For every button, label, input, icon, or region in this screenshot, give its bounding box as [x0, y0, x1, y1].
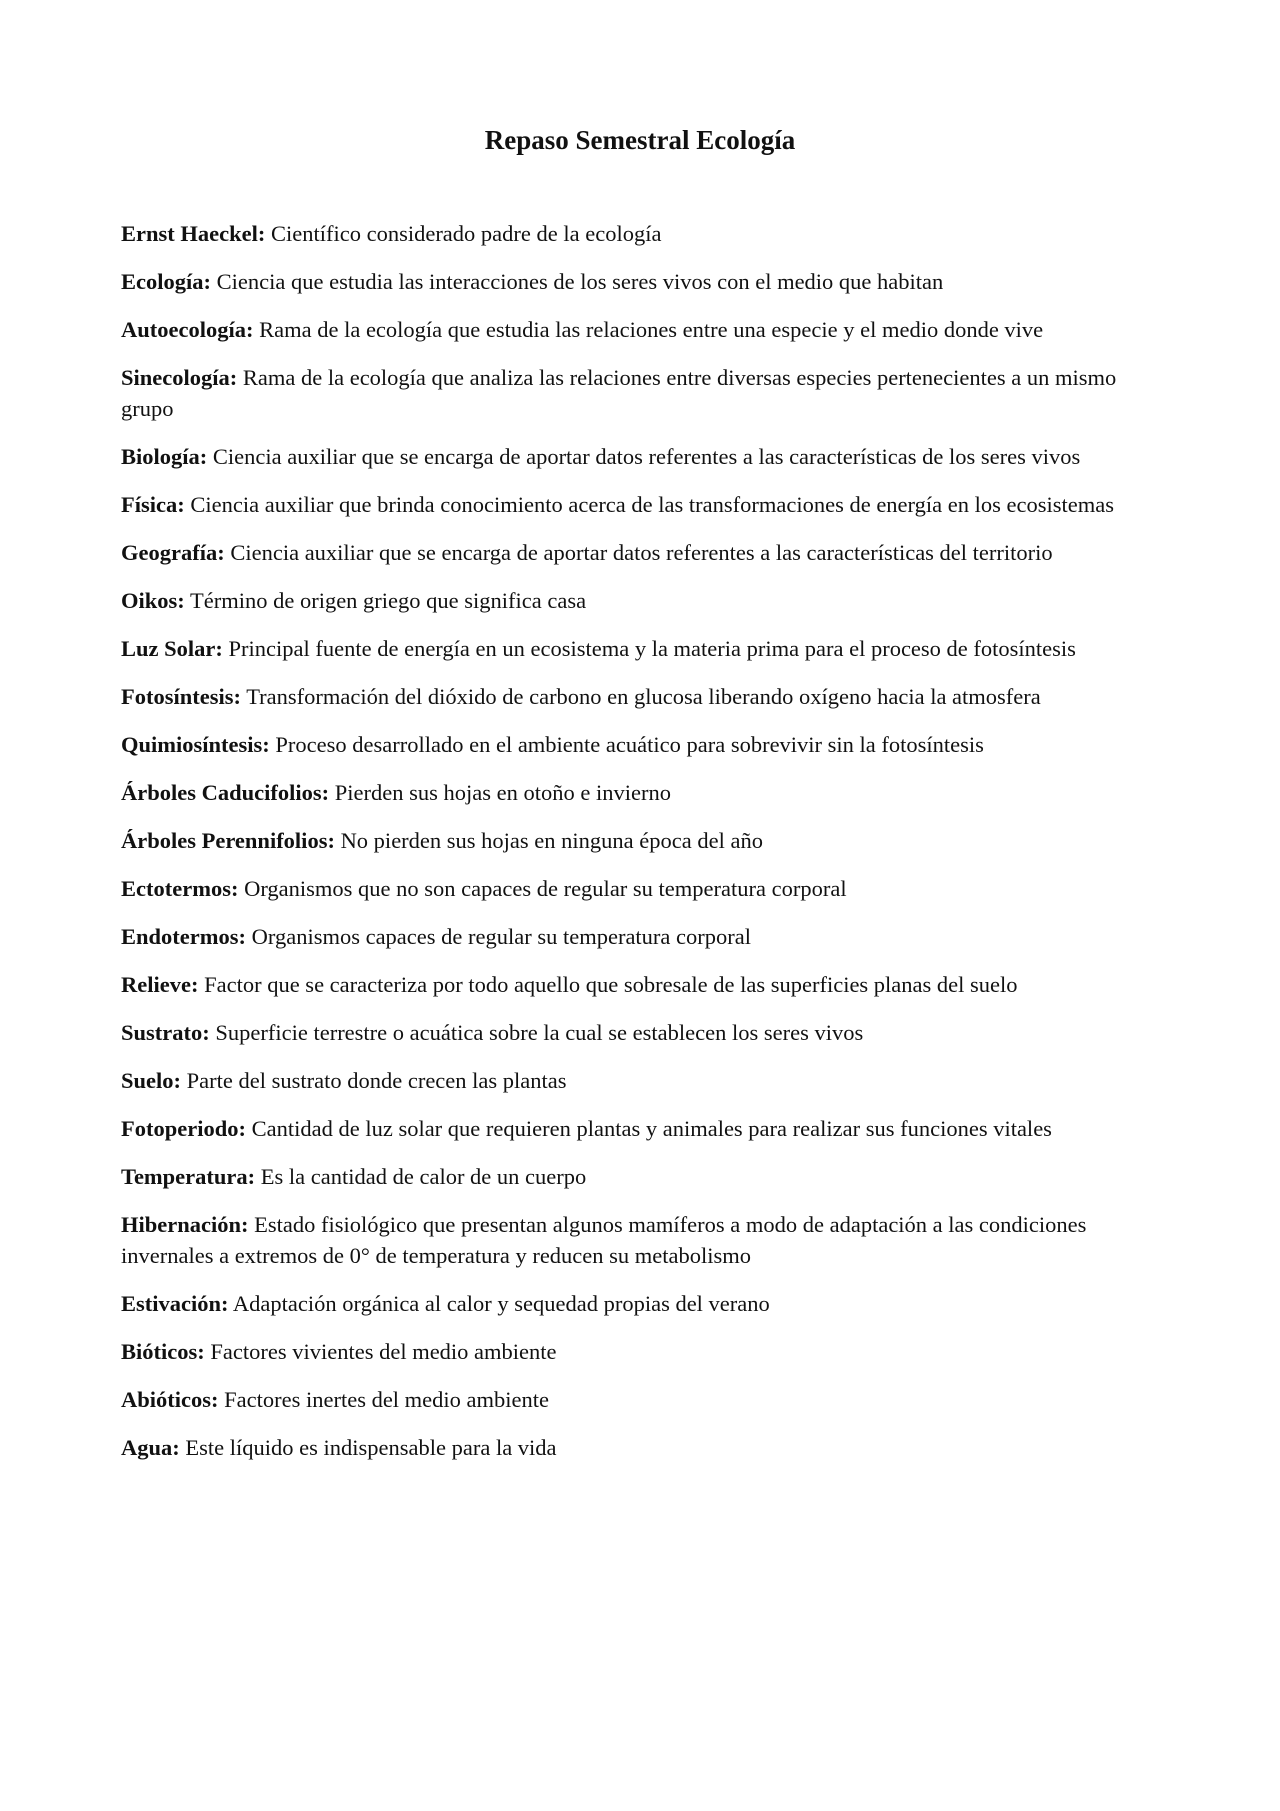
glossary-definition: Factores vivientes del medio ambiente	[210, 1339, 557, 1364]
glossary-entry	[121, 585, 1161, 616]
glossary-definition: Organismos capaces de regular su temperatura corporal	[251, 924, 751, 949]
glossary-term: Árboles Caducifolios:	[121, 780, 330, 805]
glossary-term: Oikos:	[121, 588, 185, 613]
glossary-term: Abióticos:	[121, 1387, 219, 1412]
glossary-term: Ectotermos:	[121, 876, 239, 901]
glossary-term: Fotosíntesis:	[121, 684, 241, 709]
glossary-term: Suelo:	[121, 1068, 182, 1093]
glossary-entry	[121, 441, 1161, 472]
glossary-definition: Estado fisiológico que presentan algunos mamíferos a modo de adaptación a las condiciones invernales a extremos de 0° de temperatura y reducen su metabolismo	[121, 1212, 1087, 1268]
glossary-entry	[121, 537, 1161, 568]
glossary-entry	[121, 1113, 1161, 1144]
glossary-entry	[121, 729, 1161, 760]
glossary-term: Luz Solar:	[121, 636, 223, 661]
glossary-definition: Ciencia que estudia las interacciones de los seres vivos con el medio que habitan	[216, 269, 944, 294]
glossary-definition: Es la cantidad de calor de un cuerpo	[260, 1164, 587, 1189]
glossary-entry	[121, 1161, 1161, 1192]
glossary-definition: Factores inertes del medio ambiente	[224, 1387, 550, 1412]
glossary-term: Fotoperiodo:	[121, 1116, 246, 1141]
glossary-definition: Este líquido es indispensable para la vida	[185, 1435, 557, 1460]
glossary-definition: No pierden sus hojas en ninguna época del año	[340, 828, 763, 853]
glossary-entry	[121, 1384, 1161, 1415]
glossary-entry	[121, 969, 1161, 1000]
glossary-term: Agua:	[121, 1435, 180, 1460]
glossary-definition: Parte del sustrato donde crecen las plantas	[186, 1068, 567, 1093]
glossary-entry	[121, 1336, 1161, 1367]
glossary-entry	[121, 1017, 1161, 1048]
glossary-definition: Organismos que no son capaces de regular su temperatura corporal	[244, 876, 847, 901]
glossary-entry	[121, 1432, 1161, 1463]
glossary-entry	[121, 681, 1161, 712]
glossary-entry	[121, 633, 1161, 664]
glossary-term: Ecología:	[121, 269, 211, 294]
glossary-entry	[121, 489, 1161, 520]
glossary-term: Sustrato:	[121, 1020, 210, 1045]
glossary-term: Biología:	[121, 444, 208, 469]
glossary-term: Hibernación:	[121, 1212, 249, 1237]
glossary-list	[121, 218, 1161, 1480]
glossary-definition: Cantidad de luz solar que requieren plantas y animales para realizar sus funciones vitales	[251, 1116, 1052, 1141]
glossary-definition: Factor que se caracteriza por todo aquello que sobresale de las superficies planas del suelo	[204, 972, 1018, 997]
glossary-definition: Rama de la ecología que analiza las relaciones entre diversas especies pertenecientes a un mismo grupo	[121, 365, 1117, 421]
glossary-entry	[121, 1288, 1161, 1319]
glossary-entry	[121, 362, 1161, 424]
glossary-entry	[121, 873, 1161, 904]
glossary-definition: Científico considerado padre de la ecología	[270, 221, 662, 246]
glossary-term: Física:	[121, 492, 185, 517]
glossary-definition: Ciencia auxiliar que se encarga de aportar datos referentes a las características de los seres vivos	[212, 444, 1081, 469]
glossary-entry	[121, 825, 1161, 856]
document-title: Repaso Semestral Ecología	[484, 125, 796, 155]
glossary-definition: Superficie terrestre o acuática sobre la cual se establecen los seres vivos	[215, 1020, 864, 1045]
glossary-entry	[121, 314, 1161, 345]
glossary-definition: Ciencia auxiliar que se encarga de aportar datos referentes a las características del territorio	[230, 540, 1053, 565]
glossary-term: Autoecología:	[121, 317, 254, 342]
glossary-term: Ernst Haeckel:	[121, 221, 266, 246]
glossary-definition: Pierden sus hojas en otoño e invierno	[334, 780, 671, 805]
glossary-term: Relieve:	[121, 972, 199, 997]
glossary-entry	[121, 921, 1161, 952]
glossary-entry	[121, 1065, 1161, 1096]
glossary-term: Temperatura:	[121, 1164, 256, 1189]
glossary-term: Quimiosíntesis:	[121, 732, 270, 757]
glossary-term: Sinecología:	[121, 365, 238, 390]
glossary-term: Geografía:	[121, 540, 225, 565]
glossary-definition: Proceso desarrollado en el ambiente acuático para sobrevivir sin la fotosíntesis	[275, 732, 984, 757]
glossary-entry	[121, 777, 1161, 808]
glossary-term: Árboles Perennifolios:	[121, 828, 335, 853]
glossary-definition: Principal fuente de energía en un ecosistema y la materia prima para el proceso de fotosíntesis	[228, 636, 1076, 661]
glossary-definition: Rama de la ecología que estudia las relaciones entre una especie y el medio donde vive	[259, 317, 1044, 342]
glossary-entry	[121, 1209, 1161, 1271]
glossary-definition: Término de origen griego que significa casa	[189, 588, 587, 613]
glossary-definition: Adaptación orgánica al calor y sequedad propias del verano	[232, 1291, 770, 1316]
glossary-term: Bióticos:	[121, 1339, 205, 1364]
glossary-term: Endotermos:	[121, 924, 246, 949]
glossary-entry	[121, 266, 1161, 297]
glossary-entry	[121, 218, 1161, 249]
glossary-definition: Ciencia auxiliar que brinda conocimiento acerca de las transformaciones de energía en los ecosistemas	[190, 492, 1114, 517]
glossary-term: Estivación:	[121, 1291, 229, 1316]
glossary-definition: Transformación del dióxido de carbono en glucosa liberando oxígeno hacia la atmosfera	[246, 684, 1041, 709]
